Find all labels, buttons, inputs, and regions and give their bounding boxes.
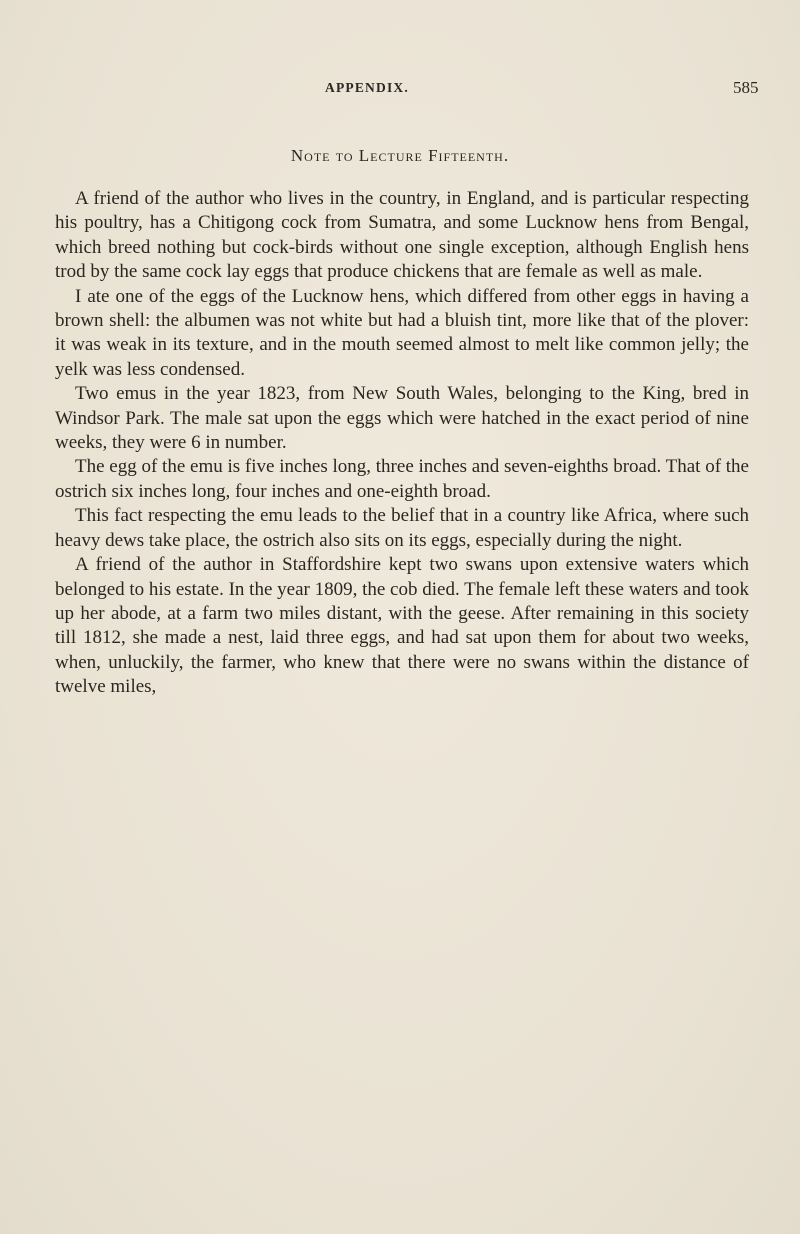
paragraph: I ate one of the eggs of the Lucknow hens, which differed from other eggs in having a brown shell: the albumen was not white but had a bluish tint, more like that of the plover: it was weak in its texture, and in the mouth seemed almost to melt like common jelly; the yelk was less condensed. [55,285,749,380]
paragraph: A friend of the author who lives in the country, in England, and is particular respecting his poultry, has a Chitigong cock from Sumatra, and some Lucknow hens from Bengal, which breed nothing but cock-birds without one single exception, although English hens trod by the same cock lay eggs that produce chickens that are female as well as male. [55,188,749,283]
section-heading: Note to Lecture Fifteenth. [290,146,510,165]
paragraph: This fact respecting the emu leads to the belief that in a country like Africa, where such heavy dews take place, the ostrich also sits on its eggs, especially during the night. [55,505,749,551]
running-header [0,78,800,102]
page-number: 585 [733,78,759,97]
paragraph: A friend of the author in Staffordshire kept two swans upon extensive waters which belonged to his estate. In the year 1809, the cob died. The female left these waters and took up her abode, at a farm two miles distant, with the geese. After remaining in this society till 1812, she made a nest, laid three eggs, and had sat upon them for about two weeks, when, unluckily, the farmer, who knew that there were no swans within the distance of twelve miles, [55,554,749,698]
paragraph: The egg of the emu is five inches long, three inches and seven-eighths broad. That of the ostrich six inches long, four inches and one-eighth broad. [55,456,749,502]
running-title: APPENDIX. [325,80,409,95]
paragraph: Two emus in the year 1823, from New South Wales, belonging to the King, bred in Windsor Park. The male sat upon the eggs which were hatched in the exact period of nine weeks, they were 6 in number. [55,383,749,454]
body-text [55,187,749,700]
